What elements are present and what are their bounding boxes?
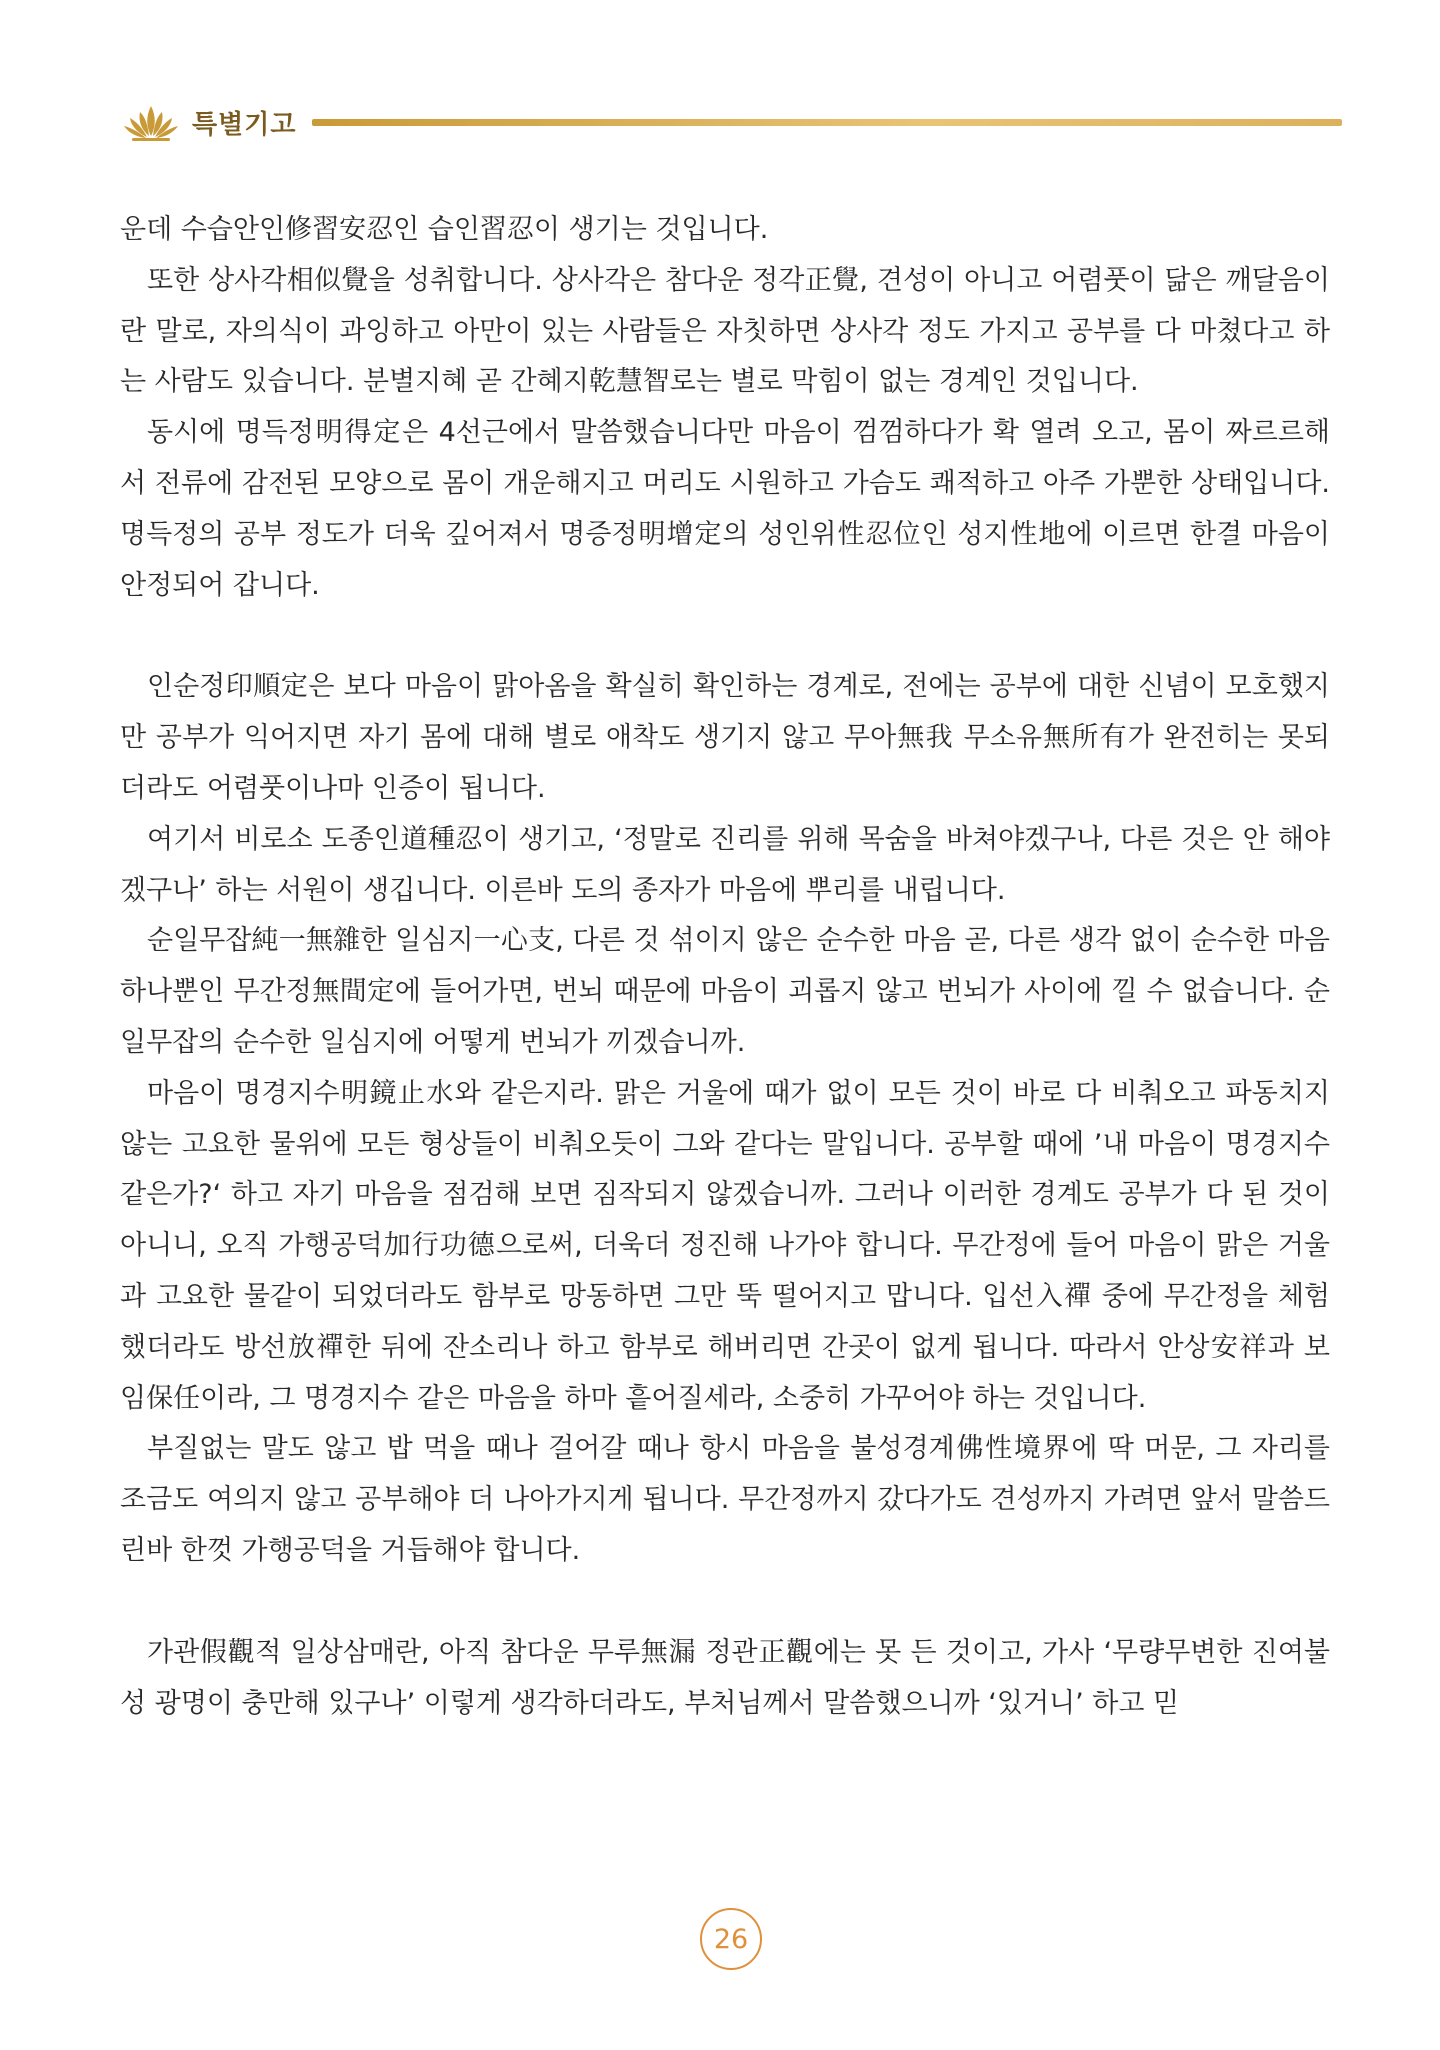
paragraph: 순일무잡純一無雜한 일심지一心支, 다른 것 섞이지 않은 순수한 마음 곧, 다른 생각 없이 순수한 마음 하나뿐인 무간정無間定에 들어가면, 번뇌 때문에 마음이 괴롭지 않고 번뇌가 사이에 낄 수 없습니다. 순일무잡의 순수한 일심지에 어떻게 번뇌가 끼겠습니까. [120, 925, 1330, 1058]
paragraph: 인순정印順定은 보다 마음이 맑아옴을 확실히 확인하는 경계로, 전에는 공부에 대한 신념이 모호했지만 공부가 익어지면 자기 몸에 대해 별로 애착도 생기지 않고 무아無我 무소유無所有가 완전히는 못되더라도 어렴풋이나마 인증이 됩니다. [120, 671, 1330, 804]
article-body [120, 205, 1330, 1729]
lotus-icon [122, 102, 180, 142]
section-title: 특별기고 [192, 109, 297, 140]
paragraph: 여기서 비로소 도종인道種忍이 생기고, ‘정말로 진리를 위해 목숨을 바쳐야겠구나, 다른 것은 안 해야겠구나’ 하는 서원이 생깁니다. 이른바 도의 종자가 마음에 뿌리를 내립니다. [120, 823, 1330, 906]
paragraph: 동시에 명득정明得定은 4선근에서 말씀했습니다만 마음이 껌껌하다가 확 열려 오고, 몸이 짜르르해서 전류에 감전된 모양으로 몸이 개운해지고 머리도 시원하고 가슴도 쾌적하고 아주 가뿐한 상태입니다. 명득정의 공부 정도가 더욱 깊어져서 명증정明增定의 성인위性忍位인 성지性地에 이르면 한결 마음이 안정되어 갑니다. [120, 417, 1330, 601]
page-number: 26 [700, 1908, 762, 1970]
paragraph: 가관假觀적 일상삼매란, 아직 참다운 무루無漏 정관正觀에는 못 든 것이고, 가사 ‘무량무변한 진여불성 광명이 충만해 있구나’ 이렇게 생각하더라도, 부처님께서 말씀했으니까 ‘있거니’ 하고 믿 [120, 1636, 1330, 1719]
paragraph: 운데 수습안인修習安忍인 습인習忍이 생기는 것입니다. [120, 214, 769, 245]
section-header [122, 100, 1342, 144]
paragraph: 부질없는 말도 않고 밥 먹을 때나 걸어갈 때나 항시 마음을 불성경계佛性境界에 딱 머문, 그 자리를 조금도 여의지 않고 공부해야 더 나아가지게 됩니다. 무간정까지 갔다가도 견성까지 가려면 앞서 말씀드린바 한껏 가행공덕을 거듭해야 합니다. [120, 1433, 1330, 1566]
header-rule [312, 119, 1342, 126]
paragraph: 마음이 명경지수明鏡止水와 같은지라. 맑은 거울에 때가 없이 모든 것이 바로 다 비춰오고 파동치지 않는 고요한 물위에 모든 형상들이 비춰오듯이 그와 같다는 말입니다. 공부할 때에 ’내 마음이 명경지수 같은가?‘ 하고 자기 마음을 점검해 보면 짐작되지 않겠습니까. 그러나 이러한 경계도 공부가 다 된 것이 아니니, 오직 가행공덕加行功德으로써, 더욱더 정진해 나가야 합니다. 무간정에 들어 마음이 맑은 거울과 고요한 물같이 되었더라도 함부로 망동하면 그만 뚝 떨어지고 맙니다. 입선入禪 중에 무간정을 체험했더라도 방선放禪한 뒤에 잔소리나 하고 함부로 해버리면 간곳이 없게 됩니다. 따라서 안상安祥과 보임保任이라, 그 명경지수 같은 마음을 하마 흩어질세라, 소중히 가꾸어야 하는 것입니다. [120, 1077, 1330, 1414]
paragraph: 또한 상사각相似覺을 성취합니다. 상사각은 참다운 정각正覺, 견성이 아니고 어렴풋이 닮은 깨달음이란 말로, 자의식이 과잉하고 아만이 있는 사람들은 자칫하면 상사각 정도 가지고 공부를 다 마쳤다고 하는 사람도 있습니다. 분별지혜 곧 간혜지乾慧智로는 별로 막힘이 없는 경계인 것입니다. [120, 264, 1330, 398]
